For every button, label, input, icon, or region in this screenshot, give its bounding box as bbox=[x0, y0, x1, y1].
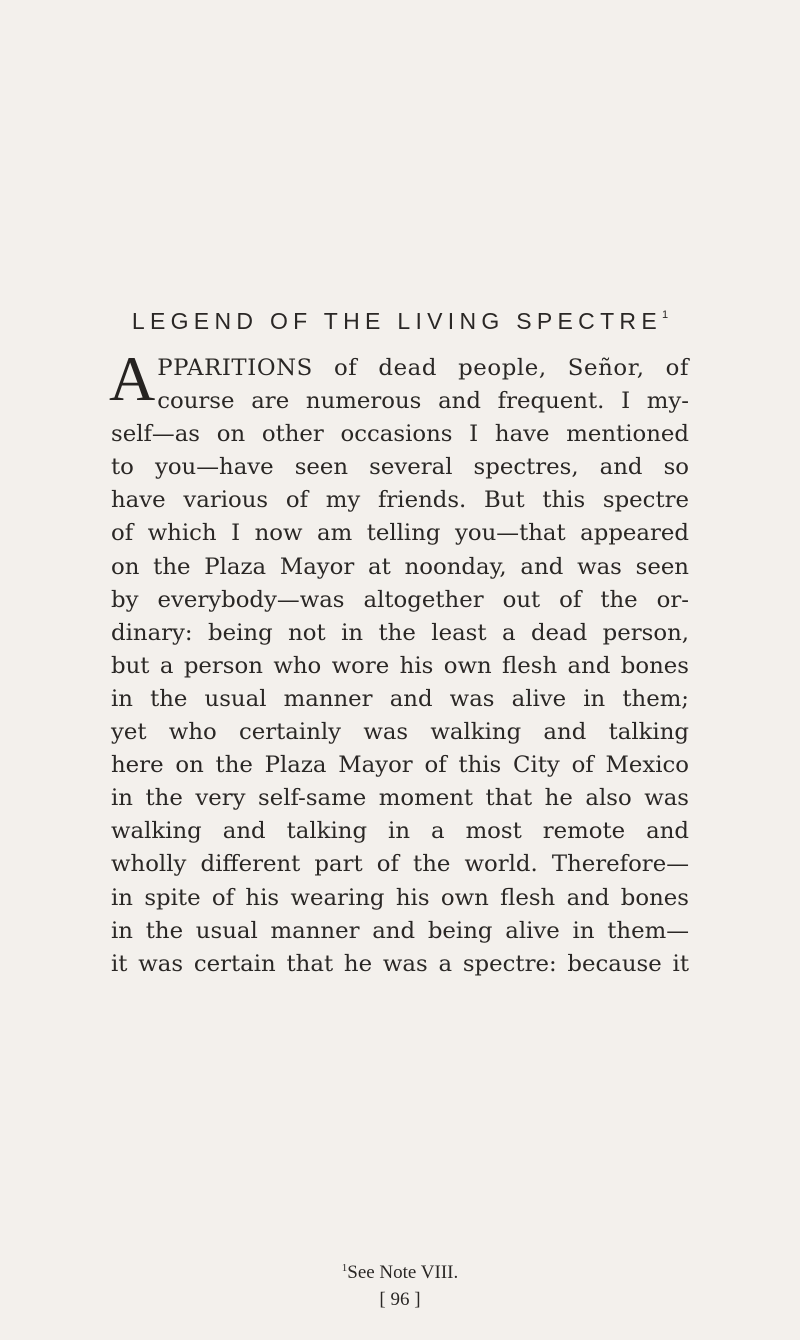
text-line: walking and talking in a most remote and bbox=[111, 818, 689, 845]
text-line: here on the Plaza Mayor of this City of Mexico bbox=[111, 752, 689, 779]
text-line: PPARITIONS of dead people, Señor, of bbox=[157, 355, 689, 381]
body-paragraph bbox=[109, 343, 689, 981]
chapter-title-text: LEGEND OF THE LIVING SPECTRE bbox=[131, 308, 662, 334]
text-line: in the usual manner and was alive in them; bbox=[111, 685, 689, 712]
drop-cap: A bbox=[109, 343, 156, 414]
text-line: it was certain that he was a spectre: because it bbox=[111, 950, 689, 977]
text-line: course are numerous and frequent. I my- bbox=[157, 388, 689, 415]
footnote bbox=[0, 1262, 800, 1284]
text-line: wholly different part of the world. Therefore— bbox=[111, 851, 689, 878]
text-line: self—as on other occasions I have mentioned bbox=[111, 421, 689, 448]
footnote-marker: 1 bbox=[341, 1262, 348, 1274]
text-line: in the very self-same moment that he also was bbox=[111, 785, 689, 812]
text-line: in spite of his wearing his own flesh and bones bbox=[111, 884, 689, 911]
text-line: yet who certainly was walking and talking bbox=[111, 719, 689, 746]
text-line: but a person who wore his own flesh and bones bbox=[111, 652, 689, 679]
footnote-reference: 1 bbox=[662, 309, 669, 321]
text-line: by everybody—was altogether out of the or- bbox=[111, 586, 689, 613]
chapter-title bbox=[0, 308, 800, 335]
text-line: to you—have seen several spectres, and so bbox=[111, 454, 689, 481]
text-line: have various of my friends. But this spectre bbox=[111, 487, 689, 514]
text-line: dinary: being not in the least a dead person, bbox=[111, 619, 689, 646]
text-line: in the usual manner and being alive in them— bbox=[111, 917, 689, 944]
text-line: on the Plaza Mayor at noonday, and was seen bbox=[111, 553, 689, 580]
page-number: [ 96 ] bbox=[379, 1289, 421, 1310]
text-line: of which I now am telling you—that appeared bbox=[111, 520, 689, 547]
footnote-text: See Note VIII. bbox=[347, 1262, 459, 1283]
